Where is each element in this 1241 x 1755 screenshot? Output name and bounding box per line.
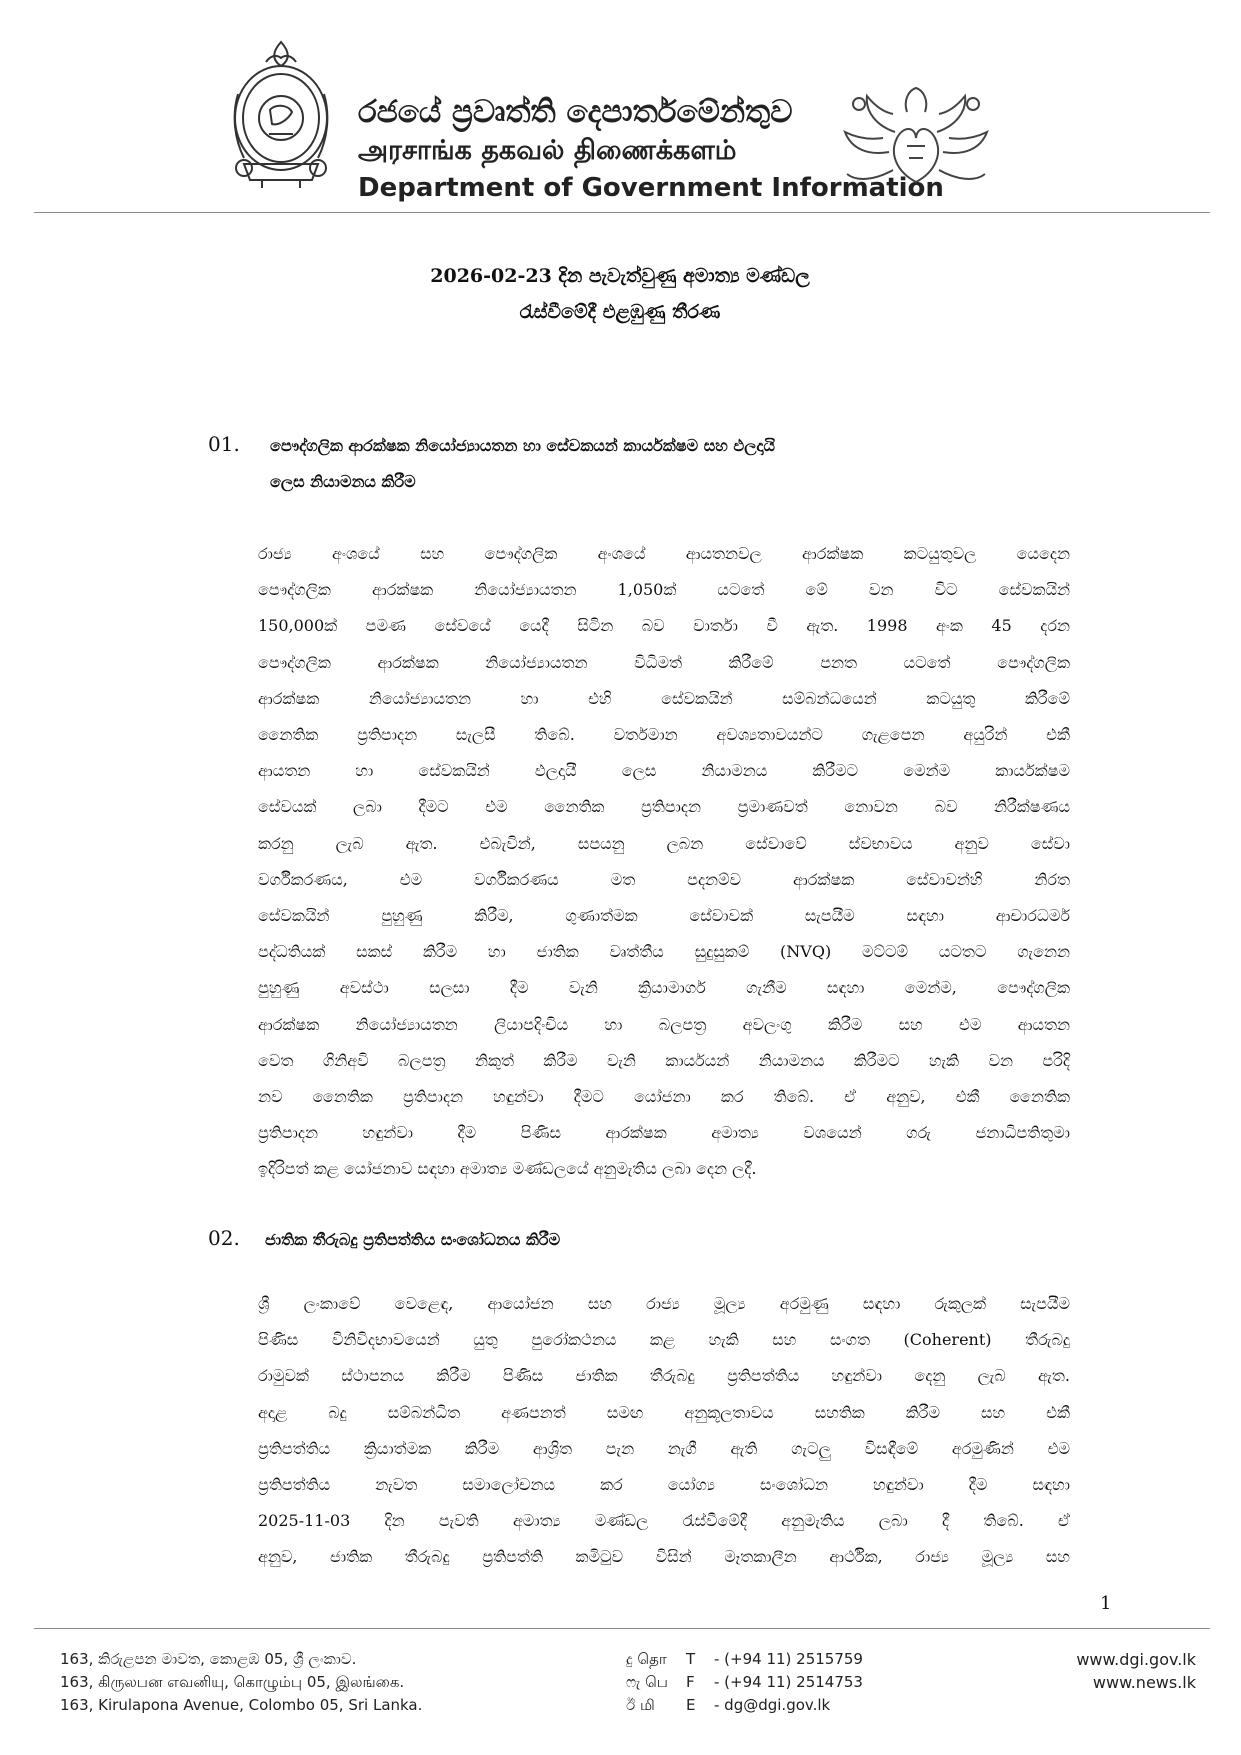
section-heading-line: ලෙස නියාමනය කිරීම [270, 472, 416, 491]
paragraph-line: පද්ධතියක් සකස් කිරීම හා ජාතික වෘත්තීය සුදුසුකම් (NVQ) මට්ටම් යටතට ගැනෙන [258, 942, 1070, 962]
title-line-2: රැස්වීමේදී එළඹුණු තීරණ [519, 301, 721, 323]
paragraph-line: පිණිස විනිවිදභාවයෙන් යුතු පුරෝකථනය කළ හැකි සහ සංගත (Coherent) තීරුබදු [258, 1330, 1070, 1350]
address-line: 163, කිරුළපන මාවත, කොළඹ 05, ශ්‍රී ලංකාව. [60, 1650, 357, 1668]
dept-name-tamil: அரசாங்க தகவல் திணைக்களம் [358, 135, 737, 166]
website-link[interactable]: www.news.lk [1092, 1673, 1196, 1692]
header-divider [34, 212, 1210, 213]
paragraph-line: කරනු ලැබ ඇත. එබැවින්, සපයනු ලබන සේවාවේ ස්වභාවය අනුව සේවා [258, 833, 1070, 853]
section-number: 01. [208, 432, 240, 456]
paragraph-line: ආරක්ෂක නියෝජ්‍යායතන ලියාපදිංචිය හා බලපත්‍ර අවලංගු කිරීම සහ එම ආයතන [258, 1014, 1070, 1034]
paragraph-line: නව නෛතික ප්‍රතිපාදන හඳුන්වා දීමට යෝජනා කර තිබේ. ඒ අනුව, එකී නෛතික [258, 1087, 1070, 1107]
header-department-names [358, 92, 944, 206]
paragraph-line: ආයතන හා සේවකයින් ඵලදායී ලෙස නියාමනය කිරීමට මෙන්ම කාර්යක්ෂම [258, 761, 1070, 781]
paragraph-line: අදාළ බදු සම්බන්ධිත අණපනත් සමඟ අනුකූලතාවය සහතික කිරීම සහ එකී [258, 1402, 1070, 1422]
paragraph-line: රාජ්‍ය අංශයේ සහ පෞද්ගලික අංශයේ ආයතනවල ආරක්ෂක කටයුතුවල යෙදෙන [258, 544, 1070, 563]
contact-label: දු தொ [626, 1650, 667, 1668]
contact-fax [626, 1671, 863, 1694]
website-link[interactable]: www.dgi.gov.lk [1076, 1650, 1196, 1669]
section-heading [265, 1222, 1065, 1258]
paragraph-line: ශ්‍රී ලංකාවේ වෙළෙඳ, ආයෝජන සහ රාජ්‍ය මූල්‍ය අරමුණු සඳහා රුකුලක් සැපයීම [258, 1294, 1070, 1313]
paragraph-line: ප්‍රතිපත්තිය නැවත සමාලෝචනය කර යෝග්‍ය සංශෝධන හඳුන්වා දීම සඳහා [258, 1475, 1070, 1495]
contact-letter: T [686, 1650, 696, 1668]
title-line-1: 2026-02-23 දින පැවැත්වුණු අමාත්‍ය මණ්ඩල [430, 265, 810, 287]
contact-label: ඊ மி [626, 1696, 655, 1714]
contact-email [626, 1694, 863, 1717]
paragraph-line: 150,000ක් පමණ සේවයේ යෙදී සිටින බව වාර්තා වී ඇත. 1998 අංක 45 දරන [258, 616, 1070, 636]
section-paragraph [258, 536, 1070, 1188]
paragraph-line: ඉදිරිපත් කළ යෝජනාව සඳහා අමාත්‍ය මණ්ඩලයේ අනුමැතිය ලබා දෙන ලදී. [258, 1159, 757, 1179]
contact-value[interactable]: - dg@dgi.gov.lk [714, 1696, 831, 1714]
paragraph-line: ආරක්ෂක නියෝජ්‍යායතන හා එහි සේවකයින් සම්බන්ධයෙන් කටයුතු කිරීමේ [258, 688, 1070, 708]
contact-letter: E [686, 1696, 696, 1714]
contact-label: ෆැ பெ [626, 1673, 668, 1691]
sri-lanka-emblem-icon [222, 34, 340, 194]
paragraph-line: පුහුණු අවස්ථා සලසා දීම වැනි ක්‍රියාමාර්ග ගැනීම සඳහා මෙන්ම, පෞද්ගලික [258, 978, 1070, 998]
dept-name-english: Department of Government Information [358, 173, 944, 203]
paragraph-line: වෙත ගිනිඅවි බලපත්‍ර නිකුත් කිරීම වැනි කාර්යයන් නියාමනය කිරීමට හැකි වන පරිදි [258, 1050, 1070, 1070]
address-line: 163, Kirulapona Avenue, Colombo 05, Sri Lanka. [60, 1696, 423, 1714]
section-heading [270, 428, 1070, 500]
contact-value[interactable]: - (+94 11) 2515759 [714, 1650, 863, 1668]
paragraph-line: ප්‍රතිපාදන හඳුන්වා දීම පිණිස ආරක්ෂක අමාත්‍ය වශයෙන් ගරු ජනාධිපතිතුමා [258, 1123, 1070, 1143]
section-heading-line: ජාතික තීරුබදු ප්‍රතිපත්තිය සංශෝධනය කිරීම [265, 1230, 561, 1249]
document-title [240, 258, 1000, 330]
paragraph-line: සේවයක් ලබා දීමට එම නෛතික ප්‍රතිපාදන ප්‍රමාණවත් නොවන බව නිරීක්ෂණය [258, 797, 1070, 817]
paragraph-line: සේවකයින් පුහුණු කිරීම, ගුණාත්මක සේවාවක් සැපයීම සඳහා ආචාරධර්ම [258, 906, 1070, 926]
contact-letter: F [686, 1673, 695, 1691]
paragraph-line: පෞද්ගලික ආරක්ෂක නියෝජ්‍යායතන 1,050ක් යටතේ මේ වන විට සේවකයින් [258, 580, 1070, 600]
section-heading-line: පෞද්ගලික ආරක්ෂක නියෝජ්‍යායතන හා සේවකයන් කාර්යක්ෂම සහ ඵලදායි [270, 436, 776, 455]
address-line: 163, கிருலபன எவனியு, கொழும்பு 05, இலங்கை. [60, 1673, 405, 1691]
dept-name-sinhala: රජයේ ප්‍රවෘත්ති දෙපාර්තමේන්තුව [358, 94, 793, 130]
paragraph-line: පෞද්ගලික ආරක්ෂක නියෝජ්‍යායතන විධිමත් කිරීමේ පනත යටතේ පෞද්ගලික [258, 652, 1070, 672]
footer-contacts [626, 1648, 863, 1717]
footer-address [60, 1648, 422, 1717]
contact-value: - (+94 11) 2514753 [714, 1673, 863, 1691]
footer-websites [1046, 1648, 1196, 1694]
paragraph-line: නෛතික ප්‍රතිපාදන සැලසී තිබේ. වර්තමාන අවශ්‍යතාවයන්ට ගැළපෙන අයුරින් එකී [258, 725, 1070, 745]
paragraph-line: ප්‍රතිපත්තිය ක්‍රියාත්මක කිරීම ආශ්‍රිත පැන නැගී ඇති ගැටලු විසඳීමේ අරමුණින් එම [258, 1438, 1070, 1458]
paragraph-line: රාමුවක් ස්ථාපනය කිරීම පිණිස ජාතික තීරුබදු ප්‍රතිපත්තිය හඳුන්වා දෙනු ලැබ ඇත. [258, 1366, 1070, 1386]
footer-divider [34, 1628, 1210, 1629]
paragraph-line: වර්ගීකරණය, එම වර්ගීකරණය මත පදනම්ව ආරක්ෂක සේවාවන්හි නිරත [258, 869, 1070, 889]
contact-phone [626, 1648, 863, 1671]
page-number: 1 [1100, 1593, 1112, 1614]
section-paragraph [258, 1286, 1070, 1576]
paragraph-line: අනුව, ජාතික තීරුබදු ප්‍රතිපත්ති කමිටුව විසින් මෑතකාලීන ආර්ථික, රාජ්‍ය මූල්‍ය සහ [258, 1547, 1070, 1567]
paragraph-line: 2025-11-03 දින පැවති අමාත්‍ය මණ්ඩල රැස්වීමේදී අනුමැතිය ලබා දී තිබේ. ඒ [258, 1511, 1070, 1531]
traditional-ornament-icon [837, 82, 995, 194]
section-number: 02. [208, 1226, 240, 1250]
